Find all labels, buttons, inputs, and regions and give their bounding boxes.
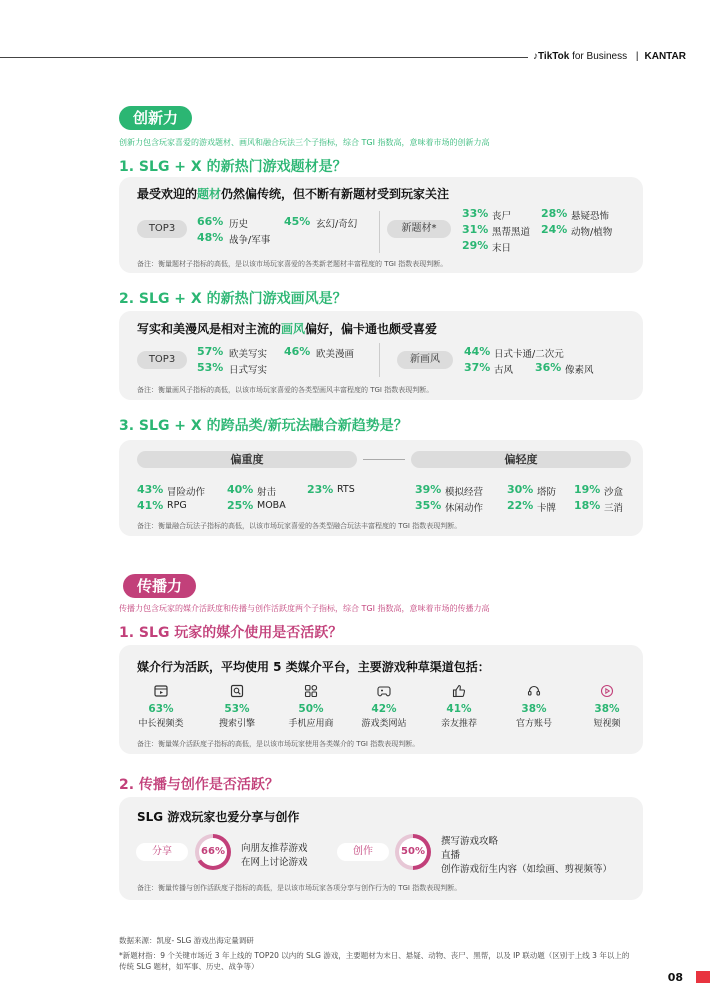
stat-pct: 44% <box>464 345 491 358</box>
media-label: 官方账号 <box>515 719 552 729</box>
share-line: 在网上讨论游戏 <box>241 857 308 868</box>
stat-label: 休闲动作 <box>445 503 484 514</box>
stat-pct: 33% <box>462 207 489 220</box>
play-icon <box>577 683 637 702</box>
stat-pct: 35% <box>415 499 442 512</box>
new-style-tag: 新画风 <box>397 351 453 369</box>
search-icon <box>207 683 267 702</box>
media-pct: 63% <box>148 703 174 715</box>
media-label: 游戏类网站 <box>361 719 407 729</box>
stat-pct: 23% <box>307 483 334 496</box>
share-pct: 66% <box>199 838 227 866</box>
stat-pct: 22% <box>507 499 534 512</box>
stat-label: 欧美写实 <box>229 349 268 360</box>
stat-label: 沙盒 <box>604 487 624 498</box>
double-arrow-icon <box>363 459 405 460</box>
card-note: 备注：衡量传播与创作活跃度子指标的高低，是以该市场玩家各项分享与创作行为的 TGI 指数表现判断。 <box>137 884 462 892</box>
stat-label: 日式写实 <box>229 365 268 376</box>
tiktok-logo-icon: ♪ <box>533 51 538 62</box>
stat-label: 模拟经营 <box>445 487 484 498</box>
share-ring <box>195 834 231 870</box>
stat-pct: 39% <box>415 483 442 496</box>
stat-label: 冒险动作 <box>167 487 206 498</box>
stat-label: 古风 <box>494 365 514 376</box>
question-heading: 2. SLG + X 的新热门游戏画风是？ <box>119 291 347 307</box>
create-line: 直播 <box>441 850 461 861</box>
stat-label: RPG <box>167 500 187 511</box>
stat-pct: 48% <box>197 231 224 244</box>
stat-label: 射击 <box>257 487 277 498</box>
stat-label: 塔防 <box>537 487 557 498</box>
card-note: 备注：衡量媒介活跃度子指标的高低，是以该市场玩家使用各类媒介的 TGI 指数表现判断。 <box>137 740 420 748</box>
art-style-card <box>119 311 643 400</box>
stat-label: 战争/军事 <box>229 235 271 246</box>
divider <box>379 211 380 253</box>
question-heading: 3. SLG + X 的跨品类/新玩法融合新趋势是？ <box>119 418 408 434</box>
data-source: 数据来源：凯度- SLG 游戏出海定量调研 <box>119 936 254 945</box>
footnote: 传统 SLG 题材，如军事、历史、战争等） <box>119 962 259 971</box>
heavy-bar: 偏重度 <box>137 451 357 468</box>
stat-label: 像素风 <box>565 365 594 376</box>
share-line: 向朋友推荐游戏 <box>241 843 308 854</box>
media-card <box>119 645 643 754</box>
top3-tag: TOP3 <box>137 351 187 369</box>
question-heading: 1. SLG 玩家的媒介使用是否活跃？ <box>119 625 343 641</box>
stat-pct: 46% <box>284 345 311 358</box>
stat-label: 玄幻/奇幻 <box>316 219 358 230</box>
share-card <box>119 797 643 900</box>
light-bar: 偏轻度 <box>411 451 631 468</box>
section-pill-innovation: 创新力 <box>119 106 192 130</box>
stat-pct: 28% <box>541 207 568 220</box>
apps-icon <box>281 683 341 702</box>
stat-pct: 25% <box>227 499 254 512</box>
create-tag: 创作 <box>337 843 389 861</box>
media-label: 中长视频类 <box>138 719 184 729</box>
stat-pct: 57% <box>197 345 224 358</box>
stat-pct: 37% <box>464 361 491 374</box>
card-note: 备注：衡量题材子指标的高低，是以该市场玩家喜爱的各类新老题材丰富程度的 TGI 指数表现判断。 <box>137 260 448 268</box>
card-note: 备注：衡量融合玩法子指标的高低，以该市场玩家喜爱的各类型融合玩法丰富程度的 TGI 指数表现判断。 <box>137 522 462 530</box>
header-rule <box>0 57 528 58</box>
gamepad-icon <box>354 683 414 702</box>
media-label: 短视频 <box>593 719 621 729</box>
stat-pct: 53% <box>197 361 224 374</box>
footnote: *新题材指：9 个关键市场近 3 年上线的 TOP20 以内的 SLG 游戏，主要题材为末日、悬疑、动物、丧尸、黑帮，以及 IP 联动题（区别于上线 3 年以上的 <box>119 951 630 960</box>
stat-pct: 30% <box>507 483 534 496</box>
video-icon <box>131 683 191 702</box>
question-heading: 2. 传播与创作是否活跃？ <box>119 777 279 793</box>
stat-pct: 40% <box>227 483 254 496</box>
card-note: 备注：衡量画风子指标的高低，以该市场玩家喜爱的各类型画风丰富程度的 TGI 指数表现判断。 <box>137 386 434 394</box>
stat-pct: 66% <box>197 215 224 228</box>
media-label: 搜索引擎 <box>218 719 255 729</box>
media-pct: 42% <box>371 703 397 715</box>
stat-pct: 36% <box>535 361 562 374</box>
stat-label: 卡牌 <box>537 503 557 514</box>
create-ring <box>395 834 431 870</box>
media-label: 手机应用商 <box>288 719 334 729</box>
page-number: 08 <box>667 971 683 984</box>
page-marker <box>696 971 710 983</box>
stat-label: RTS <box>337 484 355 495</box>
media-pct: 38% <box>521 703 547 715</box>
stat-pct: 41% <box>137 499 164 512</box>
thumbs-up-icon <box>429 683 489 702</box>
stat-pct: 29% <box>462 239 489 252</box>
card-title: 写实和美漫风是相对主流的画风偏好，偏卡通也颇受喜爱 <box>137 322 438 336</box>
card-title: 最受欢迎的题材仍然偏传统，但不断有新题材受到玩家关注 <box>137 187 450 201</box>
media-pct: 41% <box>446 703 472 715</box>
headset-icon <box>504 683 564 702</box>
card-title: 媒介行为活跃，平均使用 5 类媒介平台，主要游戏种草渠道包括： <box>137 660 490 674</box>
section-pill-spread: 传播力 <box>123 574 196 598</box>
stat-label: 动物/植物 <box>571 227 613 238</box>
stat-pct: 18% <box>574 499 601 512</box>
stat-label: 黑帮黑道 <box>492 227 531 238</box>
stat-label: 欧美漫画 <box>316 349 355 360</box>
card-title: SLG 游戏玩家也爱分享与创作 <box>137 810 300 824</box>
share-tag: 分享 <box>136 843 188 861</box>
media-label: 亲友推荐 <box>440 719 477 729</box>
media-pct: 50% <box>298 703 324 715</box>
question-heading: 1. SLG + X 的新热门游戏题材是？ <box>119 159 347 175</box>
create-pct: 50% <box>399 838 427 866</box>
stat-pct: 19% <box>574 483 601 496</box>
stat-pct: 31% <box>462 223 489 236</box>
stat-pct: 24% <box>541 223 568 236</box>
stat-label: 悬疑恐怖 <box>571 211 610 222</box>
stat-pct: 45% <box>284 215 311 228</box>
top3-tag: TOP3 <box>137 220 187 238</box>
stat-label: 丧尸 <box>492 211 512 222</box>
create-line: 创作游戏衍生内容（如绘画、剪视频等） <box>441 864 613 875</box>
gameplay-card <box>119 440 643 536</box>
stat-label: 三消 <box>604 503 624 514</box>
divider <box>379 343 380 377</box>
brand-logo: ♪TikTok for Business | KANTAR <box>533 51 686 62</box>
section-subtitle: 传播力包含玩家的媒介活跃度和传播与创作活跃度两个子指标，综合 TGI 指数高，意味着市场的传播力高 <box>119 604 490 613</box>
stat-pct: 43% <box>137 483 164 496</box>
stat-label: MOBA <box>257 500 286 511</box>
create-line: 撰写游戏攻略 <box>441 836 499 847</box>
stat-label: 日式卡通/二次元 <box>494 349 564 360</box>
new-theme-tag: 新题材* <box>387 220 451 238</box>
section-subtitle: 创新力包含玩家喜爱的游戏题材、画风和融合玩法三个子指标，综合 TGI 指数高，意味着市场的创新力高 <box>119 138 490 147</box>
media-pct: 53% <box>224 703 250 715</box>
media-pct: 38% <box>594 703 620 715</box>
stat-label: 历史 <box>229 219 249 230</box>
theme-card <box>119 177 643 273</box>
stat-label: 末日 <box>492 243 512 254</box>
